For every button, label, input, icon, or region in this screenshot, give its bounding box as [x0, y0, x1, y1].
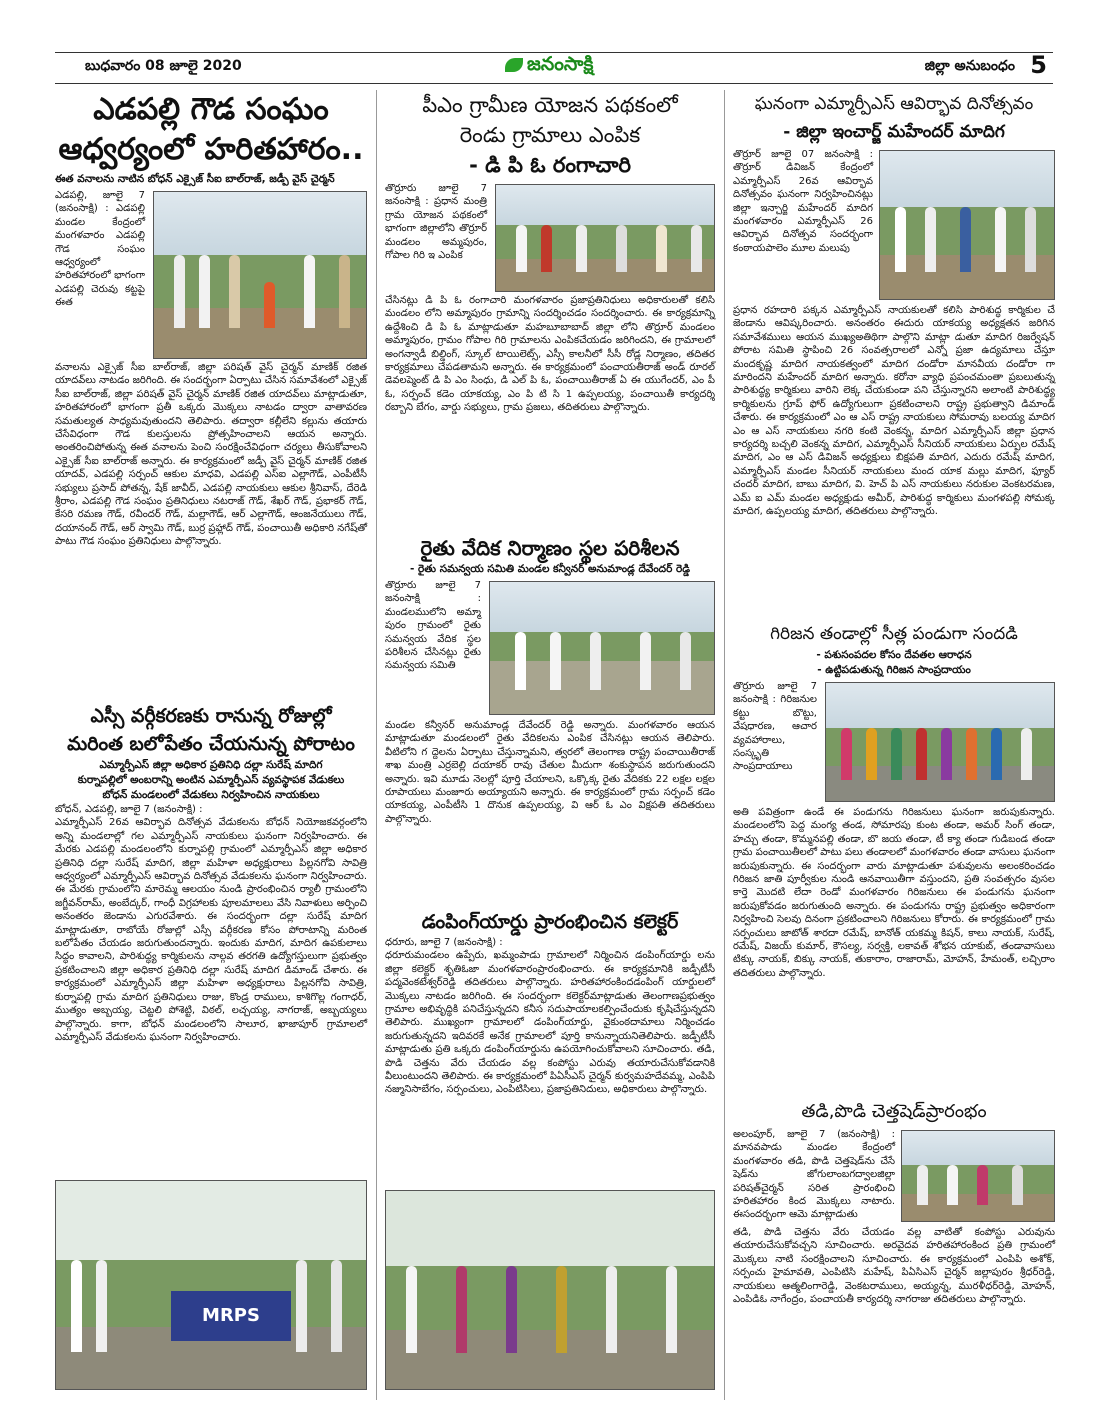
article-8-body: తడి, పొడి చెత్తను వేరు చేయడం వల్ల వాటితో కంపోస్టు ఎరువును తయారుచేసుకోవచ్చని సూచించారు. అరవైదవ హరితహారంకింద ప్రతి గ్రామంలో మొక్కలు నాటి సంరక్షించాలని సూచించారు. ఈ కార్యక్రమంలో ఎంపిపి అశోక్, సర్పంచు హైమావతి, ఎంపిటిసి మహేష్, పిఏసిఎస్ చైర్మన్ జల్లాపురం శ్రీధర్‌రెడ్డి, నాయకులు ఆత్మలింగారెడ్డి, వెంకటరాములు, అయ్యన్న, మురళీధర్‌రెడ్డి, మోహన్, ఎంపిడిఓ నాగేంద్రం, పంచాయతీ కార్యదర్శి నాగరాజు తదితరులు పాల్గొన్నారు.	[733, 1227, 1055, 1306]
article-7-side-text: తొర్రూరు జూలై 7 జనంసాక్షి : గిరిజనుల కట్టు బొట్టు, వేషధారణ, ఆచార వ్యవహారాలు, సంస్కృతి సాంప్రదాయాలు	[733, 681, 817, 773]
article-2-subhead-1: ఎమ్మార్పీఎస్ జిల్లా అధికార ప్రతినిధి దల్లా సురేష్ మాదిగ	[99, 759, 323, 771]
article-7-photo	[825, 682, 1055, 802]
article-4-photo	[489, 581, 715, 715]
column-divider	[724, 90, 725, 1400]
article-3	[385, 90, 715, 415]
article-7	[733, 620, 1055, 980]
article-3-headline-line1: పీఎం గ్రామీణ యోజన పథకంలో	[422, 93, 678, 117]
article-3-side-text: తొర్రూరు జూలై 7 జనంసాక్షి : ప్రధాన మంత్రి గ్రామ యోజన పథకంలో భాగంగా జిల్లాలోని తొర్రూర్ మండలం అమ్మపురం, గోపాల గిరి ఇ ఎంపిక	[385, 183, 487, 262]
article-4-subhead: - రైతు సమన్వయ సమితి మండల కన్వీనర్ అనుమాండ్ల దేవేందర్ రెడ్డి	[410, 563, 690, 575]
article-4-side-text: తొర్రూరు జూలై 7 జనంసాక్షి : మండలములోని అమ్మా పురం గ్రామంలో రైతు సమన్వయ వేదిక స్థల పరిశీలన చేసినట్లు రైతు సమన్వయ సమితి	[385, 580, 481, 672]
article-5	[385, 908, 715, 1097]
article-4-headline: రైతు వేదిక నిర్మాణం స్థల పరిశీలన	[420, 536, 680, 560]
article-1-body: వనాలను ఎక్సైజ్ సీఐ బాల్‌రాజ్, జిల్లా పరిషత్ వైస్ చైర్మన్ మాణిక్ రజిత యాదవ్‌లు నాటడం జరిగింది. ఈ సందర్భంగా ఏర్పాటు చేసిన సమావేశంలో ఎక్సైజ్ సీఐ బాల్‌రాజ్, జిల్లా పరిషత్ వైస్ చైర్మన్ మాణిక్ రజిత యాదవ్‌లు మాట్లాడుతూ, హరితహారంలో భాగంగా ప్రతీ ఒక్కరు మొక్కలు నాటడం ద్వారా వాతావరణ సమతుల్యత సాధ్యమవుతుందని తెలిపారు. తద్వారా కల్లీలేని కల్లును తయారు చేసేవిధంగా గౌడ కులస్తులను ప్రోత్సహించాలని ఆయన అన్నారు. అంతరించిపోతున్న ఈత వనాలను పెంచి సంరక్షించేవిధంగా చర్యలు తీసుకోవాలని ఎక్సైజ్ సీఐ బాల్‌రాజ్ అన్నారు. ఈ కార్యక్రమంలో జడ్పీ వైస్ చైర్మన్ మాణిక్ రజిత యాదవ్, ఎడపల్లి సర్పంచ్ ఆకుల మాధవి, ఎడపల్లి ఎస్ఐ ఎల్లాగౌడ్, ఎంపీటీసీ సభ్యులు ప్రసాద్ పోతన్న, షేక్ జావీద్, ఎడపల్లి నాయకులు ఆకుల శ్రీనివాస్, దేరెడి శ్రీరాం, ఎడపల్లి గౌడ సంఘం ప్రతినిధులు నటరాజ్ గౌడ్, శేఖర్ గౌడ్, ప్రభాకర్ గౌడ్, కేసరి రమణ గౌడ్, రవీందర్ గౌడ్, మల్లాగౌడ్, ఆర్ ఎల్లాగౌడ్, ఆంజనేయులు గౌడ్, దయానంద్ గౌడ్, ఆర్ స్వామి గౌడ్, బుర్ర ప్రహ్లాద్ గౌడ్, పంచాయితీ అధికారి నగేష్‌తో పాటు గౌడ సంఘం ప్రతినిధులు పాల్గొన్నారు.	[55, 362, 367, 548]
article-6	[733, 90, 1055, 519]
article-2-subhead-2: కుర్నాపల్లిలో అంబరాన్ని అంటిన ఎమ్మార్పీఎస్ వ్యవస్థాపక వేడుకలు	[77, 774, 345, 786]
issue-date: బుధవారం 08 జూలై 2020	[85, 58, 242, 74]
article-2-body: ఎమ్మార్పీఎస్ 26వ ఆవిర్భావ దినోత్సవ వేడుకలను బోధన్ నియోజకవర్గంలోని అన్ని మండలాల్లో గల ఎమ్మార్పీఎస్ నాయకులు ఘనంగా నిర్వహించారు. ఈ మేరకు ఎడపల్లి మండలంలోని కుర్నాపల్లి గ్రామంలో ఎమ్మార్పీఎస్ జిల్లా అధికార ప్రతినిధి దల్లా సురేష్ మాదిగ, జిల్లా మహిళా అధ్యక్షురాలు పిల్లనగోవి సావిత్రి ఆధ్వర్యంలో ఎమ్మార్పీఎస్ ఆవిర్భావ దినోత్సవ వేడుకలను ఘనంగా నిర్వహించారు. ఈ మేరకు గ్రామంలోని మారెమ్మ ఆలయం నుండి ప్రారంభించిన ర్యాలీ గ్రామంలోని జగ్జీవన్‌రామ్, అంబేద్కర్, గాంధీ విగ్రహాలకు పూలమాలలు వేసి నివాళులు అర్పించి అనంతరం జెండాను ఎగురవేశారు. ఈ సందర్భంగా దల్లా సురేష్ మాదిగ మాట్లాడుతూ, రాబోయే రోజుల్లో ఎస్సీ వర్గీకరణ కోసం పోరాటాన్ని మరింత బలోపేతం చేయడం జరుగుతుందన్నారు. ఇందుకు మాదిగ, మాదిగ ఉపకులాలు సిద్ధం కావాలని, పారిశుద్ధ్య కార్మికులను నాల్గవ తరగతి ఉద్యోగస్తులుగా ప్రభుత్వం ప్రకటించాలని జిల్లా అధికార ప్రతినిధి దల్లా సురేష్ మాదిగ డిమాండ్ చేశారు. ఈ కార్యక్రమంలో ఎమ్మార్పీఎస్ జిల్లా మహిళా అధ్యక్షురాలు పిల్లనగోవి సావిత్రి, కుర్నాపల్లి గ్రామ మాదిగ ప్రతినిధులు రాజు, కొండ్ర రాములు, కాశిగొల్ల గంగాధర్, ముత్యం అబ్బయ్య, చెట్టలి పోశెట్టి, విఠల్, లచ్చయ్య, నాగరాజ్, అబ్బయ్యలు పాల్గొన్నారు. కాగా, బోధన్ మండలంలోని సాలూర, ఖాజాపూర్ గ్రామాలలో ఎమ్మార్పీఎస్ వేడుకలను ఘనంగా నిర్వహించారు.	[55, 817, 367, 1043]
article-8-side-text: అలంపూర్, జూలై 7 (జనంసాక్షి) : మానవపాడు మండల కేంద్రంలో మంగళవారం తడి, పొడి చెత్తషెడ్‌ను చేసే షెడ్‌ను జోగులాంబగద్వాలజిల్లా పరిషత్‌చైర్మన్ సరిత ప్రారంభించి హరితహారం కింద మొక్కలు నాటారు. ఈసందర్భంగా ఆమె మాట్లాడుతు	[733, 1129, 895, 1221]
article-5-dateline: ధరూరు, జూలై 7 (జనంసాక్షి) :	[385, 937, 503, 948]
article-7-body: అతి పవిత్రంగా ఉండే ఈ పండుగను గిరిజనులు ఘనంగా జరుపుకున్నారు. మండలంలోని పెద్ద మంగ్య తండ, సోమారపు కుంట తండా, అమర్ సింగ్ తండా, హచ్చు తండా, కొమ్మనపల్లి తండా, బొ జయ తండా, టీ క్యా తండా గుడిబండ తండా గ్రామ పంచాయితీలలో పాటు పలు తండాలలో మంగళవారం తండా వాసులు ఘనంగా జరుపుకున్నారు. ఈ సందర్భంగా వారు మాట్లాడుతూ పశువులను అలంకరించడం గిరిజన జాతి పూర్వీకుల నుండి ఆనవాయితీగా వస్తుందని, ప్రతి సంవత్సరం వుసల కార్తె మొదటి లేదా రెండో మంగళవారం గిరిజనులు ఈ పండుగను ఘనంగా జరుపుకోవడం జరుగుతుంది అన్నారు. ఈ పండుగను రాష్ట్ర ప్రభుత్వం అధికారంగా నిర్వహించి సెలవు దినంగా ప్రకటించాలని గిరిజనులు కోరారు. ఈ కార్యక్రమంలో గ్రామ సర్పంచులు జాటోత్ శారదా రమేష్, బానోత్ యకమ్మ కిషన్, కాలు నాయక్, సురేష్, రమేష్, విజయ్ కుమార్, కౌసల్య, సర్వక్తి, లకావత్ శోభన యాకుబ్, తండావాసులు టిక్కు నాయక్, బిక్కు నాయక్, తుకారాం, రాజారామ్, మోహన్, హేమంత్, లచ్చిరాం తదితరులు పాల్గొన్నారు.	[733, 807, 1055, 979]
article-3-body: చేసినట్లు డి పి ఓ రంగాచారి మంగళవారం ప్రజాప్రతినిధులు అధికారులతో కలిసి మండలం లోని అమ్మాపురం గ్రామాన్ని సందర్శించడం సందర్శించారు. ఈ కార్యక్రమాన్ని ఉద్దేశించి డి పి ఓ మాట్లాడుతూ మహబూబాబాద్ జిల్లా లోని తొర్రూర్ మండలం అమ్మాపురం, గ్రామం గోపాల గిరి గ్రామాలను ఎంపికచేయడం జరిగిందని, ఈ గ్రామాలలో అంగన్వాడీ బిల్డింగ్, స్కూల్ టాయిలెట్స్, ఎస్సీ కాలనీలో సీసీ రోడ్ల నిర్మాణం, తదితర కార్యక్రమాలు చేపడతామని అన్నారు. ఈ కార్యక్రమంలో పంచాయతీరాజ్ అండ్ రూరల్ డెవలప్మెంట్ డి పి ఎం సింధు, డి ఎల్ పి ఓ, పంచాయితీరాజ్ ఏ ఈ యుగేందర్, ఎం పీ ఓ, సర్పంచ్ కడెం యాకయ్య, ఎం పి టి సి 1 ఉప్పలయ్య, పంచాయితీ కార్యదర్శి రబ్బాని బేగం, వార్డు సభ్యులు, గ్రామ ప్రజలు, తదితరులు పాల్గొన్నారు.	[385, 295, 715, 414]
leaf-icon	[505, 58, 523, 72]
column-1	[55, 90, 367, 1400]
article-2-subhead-3: బోధన్ మండలంలో వేడుకలు నిర్వహించిన నాయకులు	[102, 789, 320, 801]
article-7-subhead-1: - పశుసంపదల కోసం దేవతల ఆరాధన	[816, 649, 972, 661]
page-number: 5	[1030, 51, 1047, 79]
article-7-headline: గిరిజన తండాల్లో సీత్ల పండుగా సందడి	[770, 624, 1018, 644]
article-2-dateline: బోధన్, ఎడపల్లి, జూలై 7 (జనంసాక్షి) :	[55, 804, 203, 815]
newspaper-logo: జనంసాక్షి	[505, 53, 593, 80]
masthead	[55, 52, 1053, 84]
article-3-photo	[495, 184, 715, 292]
article-5-headline: డంపింగ్‌యార్డు ప్రారంభించిన కలెక్టర్	[421, 911, 679, 933]
article-1-headline-line2: ఆధ్వర్యంలో హరితహారం..	[58, 132, 364, 167]
mrps-rally-photo	[55, 1180, 367, 1390]
article-6-photo	[879, 150, 1055, 300]
article-5-body: ధరూరుమండలం ఉప్పేరు, ఖమ్మంపాడు గ్రామాలలో నిర్మించిన డంపింగ్‌యార్డు లను జిల్లా కలెక్టర్ శృతిఓజా మంగళవారంప్రారంభించారు. ఈ కార్యక్రమానికి జడ్పీటీసీ పద్మవెంకటేశ్వర్‌రెడ్డి తదితరులు పాల్గొన్నారు. హరితహారంకిందడంపింగ్ యార్డులలో మొక్కలు నాటడం జరిగింది. ఈ సందర్భంగా కలెక్టర్‌మాట్లాడుతు తెలంగాణప్రభుత్వం గ్రామాల అభివృద్ధికి పనిచేస్తున్నదని కనీస సదుపాయాలకల్పించేందుకు కృషిచేస్తున్నదని తెలిపారు. ముఖ్యంగా గ్రామాలలో డంపింగ్‌యార్డు, వైకుంఠదామాలు నిర్మించడం జరుగుతున్నదని ఇదివరకే అనేక గ్రామాలలో పూర్తి కానున్నాయనితెలిపారు. జడ్పీటీసీ మాట్లాడుతు ప్రతి ఒక్కరు డంపింగ్‌యార్డును ఉపయోగించుకోవాలని సూచించారు. తడి, పొడి చెత్తను వేరు చేయడం వల్ల కంపోస్టు ఎరువు తయారుచేసుకోవడానికి వీలుంటుందని తెలిపారు. ఈ కార్యక్రమంలో పిఏసీఎస్ చైర్మన్ కుర్వమహదేవమ్మ, ఎంపిపి నజ్మునిసాబేగం, సర్పంచులు, ఎంపిటిసిలు, ప్రజాప్రతినిదులు, అధికారులు పాల్గొన్నారు.	[385, 950, 715, 1096]
article-3-headline-line3: - డి పి ఓ రంగాచారి	[469, 153, 631, 177]
article-6-headline: ఘనంగా ఎమ్మార్పీఎస్ ఆవిర్భావ దినోత్సవం	[754, 94, 1034, 114]
column-divider	[376, 90, 377, 1400]
section-name: జిల్లా అనుబంధం	[924, 58, 1015, 74]
article-6-body: ప్రధాన రహదారి పక్కన ఎమ్మార్పీఎస్ నాయకులతో కలిసి పారిశుద్ధ కార్మికుల చే జెండాను ఆవిష్కరించారు. అనంతరం ఈదురు యాకయ్య అధ్యక్షతన జరిగిన సమావేశములు ఆయన ముఖ్యఅతిథిగా పాల్గొని మాట్లా డుతూ మాదిగ రిజర్వేషన్ పోరాట సమితి స్థాపించి 26 సంవత్సరాలలో ఎన్నో ప్రజా ఉద్యమాలు చేస్తూ మందకృష్ణ మాదిగ నాయకత్వంలో మాదిగ దండోరా మానవీయ దండోరా గా మారిందని మహేందర్ మాదిగ అన్నారు. కరోనా వ్యాధి ప్రపంచమంతా ప్రబలుతున్న పారిశుద్ధ్య కార్మికులు వారిని లెక్క చేయకుండా పని చేస్తున్నారని అలాంటి పారిశుద్ధ్య కార్మికులను గ్రూప్ ఫోర్ ఉద్యోగులుగా ప్రకటించాలని రాష్ట్ర ప్రభుత్వాని డిమాండ్ చేశారు. ఈ కార్యక్రమంలో ఎం ఆ ఎస్ రాష్ట్ర నాయకులు సోమరావు బలయ్య మాదిగ ఎం ఆ ఎస్ నాయకులు నగరి కంటి వెంకన్న, మాదిగ ఎమ్మార్పీఎస్ జిల్లా ప్రధాన కార్యదర్శి బచ్చలి వెంకన్న మాదిగ, ఎమ్మార్పీఎస్ సీనియర్ నాయకులు ఏర్పుల రమేష్ మాదిగ, ఎం ఆ ఎస్ డివిజన్ అధ్యక్షులు బిక్షపతి మాదిగ, ఎదురు రమేష్ మాదిగ, ఎమ్మార్పీఎస్ మండల సీనియర్ నాయకులు మంద యాక మల్లు మాదిగ, ఫ్యూర్ చందర్ మాదిగ, బాబు మాదిగ, వి. హెచ్ పి ఎస్ నాయకులు నరుకుల వెంకటరమణ, ఎమ్ ఐ ఎమ్ మండల అధ్యక్షుడు అమీర్, పారిశుద్ధ కార్మికులు మంగళపల్లి సోమక్క మాదిగ, ఉప్పలయ్య మాదిగ, తదితరులు పాల్గొన్నారు.	[733, 305, 1055, 518]
article-6-side-text: తొర్రూర్ జూలై 07 జనంసాక్షి : తొర్రూర్ డివిజన్ కేంద్రంలో ఎమ్మార్పీఎస్ 26వ ఆవిర్భావ దినోత్సవం ఘనంగా నిర్వహించినట్లు జిల్లా ఇన్చార్జి మహేందర్ మాదిగ మంగళవారం ఎమ్మార్పీఎస్ 26 ఆవిర్భావ దినోత్సవ సందర్భంగా కంఠాయపాలెం మూల మలుపు	[733, 149, 873, 254]
article-1-side-text: ఎడపల్లి, జూలై 7 (జనంసాక్షి) : ఎడపల్లి మండల కేంద్రంలో మంగళవారం ఎడపల్లి గౌడ సంఘం ఆధ్వర్యంలో హరితహారంలో భాగంగా ఎడపల్లి చెరువు కట్టపై ఈత	[55, 190, 145, 309]
article-4	[385, 534, 715, 826]
article-4-body: మండల కన్వీనర్ అనుమాండ్ల దేవేందర్ రెడ్డి అన్నారు. మంగళవారం ఆయన మాట్లాడుతూ మండలంలో రైతు వేదికలను ఎంపిక చేసినట్లు ఆయన తెలిపారు. వీటిలోని గ ద్దెలను ఏర్పాటు చేస్తున్నామని, త్వరలో తెలంగాణ రాష్ట్ర పంచాయితీరాజ్ శాఖ మంత్రి ఎర్రబెల్లి దయాకర్ రావు చేతుల మీదుగా శంకుస్థాపన జరుగుతుందని అన్నారు. ఇవి మూడు నెలల్లో పూర్తి చేయాలని, ఒక్కొక్క రైతు వేదికకు 22 లక్షల లక్షల రూపాయలు మంజూరు అయ్యాయని అన్నారు. ఈ కార్యక్రమంలో గ్రామ సర్పంచ్ కడెం యాకయ్య, ఎంపీటీసి 1 దొనుక ఉప్పలయ్య, వి ఆర్ ఓ ఎం విక్షపతి తదితరులు పాల్గొన్నారు.	[385, 720, 715, 825]
article-6-subhead: - జిల్లా ఇంచార్జ్ మహేందర్ మాదిగ	[783, 122, 1005, 142]
article-8-photo	[901, 1130, 1055, 1222]
article-1	[55, 90, 367, 549]
article-1-caption: ఈత వనాలను నాటిన బోధన్ ఎక్సైజ్ సీఐ బాల్‌రాజ్, జడ్పీ వైస్ చైర్మన్	[55, 173, 335, 185]
mrps-banner: MRPS	[171, 1291, 291, 1341]
article-8-headline: తడి,పొడి చెత్తషెడ్‌ప్రారంభం	[801, 1101, 987, 1122]
dumpyard-inauguration-photo	[385, 1190, 715, 1390]
column-3	[733, 90, 1055, 1400]
article-1-headline-line1: ఎడపల్లి గౌడ సంఘం	[93, 92, 329, 127]
article-8	[733, 1098, 1055, 1306]
article-2-headline-line2: మరింత బలోపేతం చేయనున్న పోరాటం	[67, 733, 355, 755]
article-2	[55, 702, 367, 1044]
column-2	[385, 90, 715, 1400]
article-3-headline-line2: రెండు గ్రామాలు ఎంపిక	[459, 123, 641, 147]
article-2-headline-line1: ఎస్సీ వర్గీకరణకు రానున్న రోజుల్లో	[90, 705, 332, 727]
article-1-photo	[153, 191, 367, 359]
article-7-subhead-2: - ఉట్టిపడుతున్న గిరిజన సాంప్రదాయం	[817, 664, 971, 676]
